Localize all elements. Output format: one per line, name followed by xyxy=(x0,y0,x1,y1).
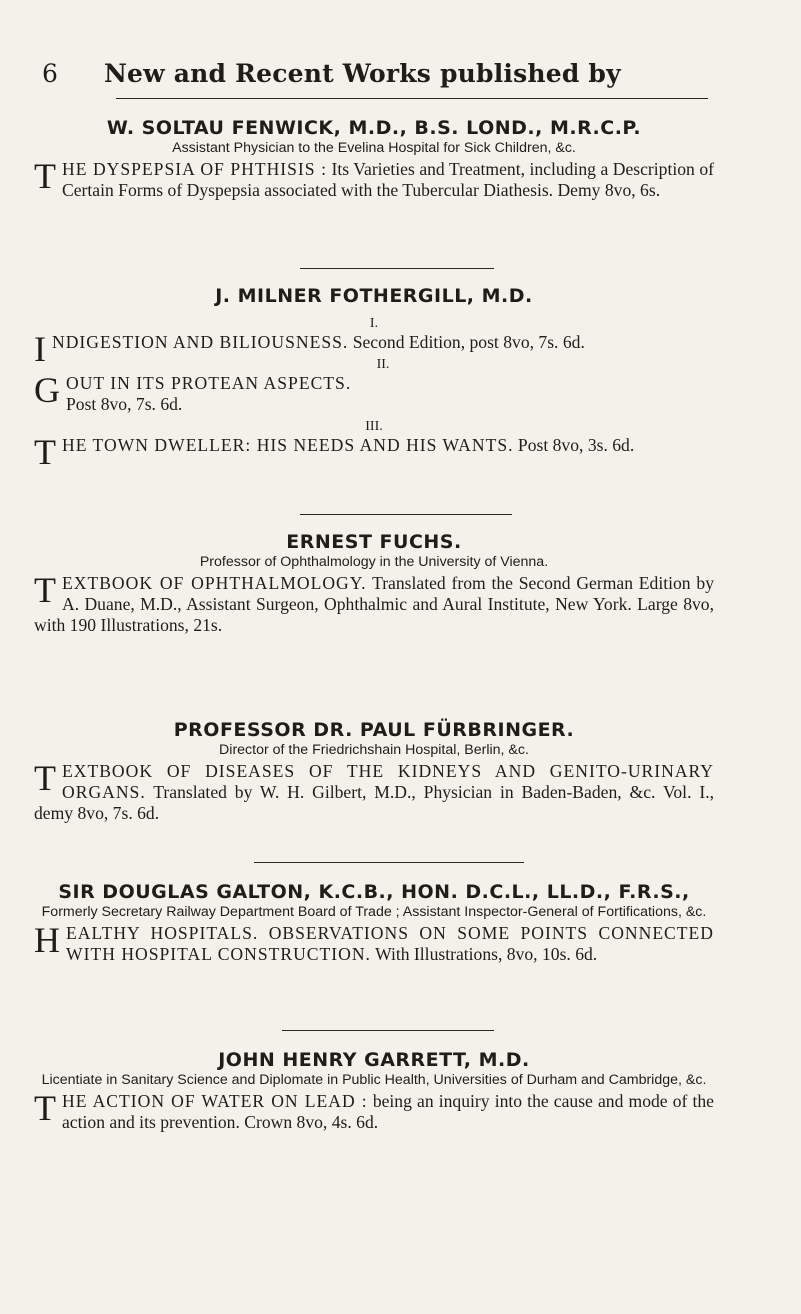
book-title: EXTBOOK OF DISEASES OF THE KIDNEYS AND GENITO-URINARY ORGANS. xyxy=(62,761,714,802)
drop-capital: T xyxy=(34,432,56,472)
page-number: 6 xyxy=(42,59,58,88)
book-description: Translated from the Second German Edition by A. Duane, M.D., Assistant Surgeon, Ophthalmic and Aural Institute, New York. Large 8vo, with 190 Illustrations, 21s. xyxy=(34,573,714,635)
author-affiliation: Professor of Ophthalmology in the University of Vienna. xyxy=(199,554,549,570)
book-entry xyxy=(34,156,715,201)
drop-capital: T xyxy=(34,1088,56,1128)
book-entry xyxy=(34,432,714,472)
author-affiliation: Licentiate in Sanitary Science and Diplomate in Public Health, Universities of Durham and Cambridge, &c. xyxy=(41,1072,707,1088)
book-entry xyxy=(34,920,714,965)
book-description: Translated by W. H. Gilbert, M.D., Physician in Baden-Baden, &c. Vol. I., demy 8vo, 7s. 6d. xyxy=(34,782,714,823)
book-entry xyxy=(34,1088,714,1133)
section-galton xyxy=(34,880,714,965)
drop-capital: T xyxy=(34,156,56,196)
section-furbringer xyxy=(34,718,714,824)
drop-capital: T xyxy=(34,570,56,610)
book-title: NDIGESTION AND BILIOUSNESS. xyxy=(52,332,349,352)
book-description: Second Edition, post 8vo, 7s. 6d. xyxy=(352,332,585,352)
section-fuchs xyxy=(34,530,714,636)
drop-capital: H xyxy=(34,920,60,960)
book-description: being an inquiry into the cause and mode of the action and its prevention. Crown 8vo, 4s. 6d. xyxy=(62,1091,714,1132)
book-description: Post 8vo, 7s. 6d. xyxy=(66,394,183,414)
author-affiliation: Director of the Friedrichshain Hospital, Berlin, &c. xyxy=(219,742,529,758)
running-header xyxy=(38,58,738,90)
section-divider xyxy=(254,862,524,863)
book-description: Post 8vo, 3s. 6d. xyxy=(517,435,635,455)
drop-capital: G xyxy=(34,370,60,410)
entry-numeral: III. xyxy=(365,419,383,434)
header-rule xyxy=(116,98,708,99)
author-name: SIR DOUGLAS GALTON, K.C.B., HON. D.C.L., LL.D., F.R.S., xyxy=(58,881,690,903)
book-title: HE DYSPEPSIA OF PHTHISIS : xyxy=(62,159,327,179)
running-title: New and Recent Works published by xyxy=(104,59,621,88)
book-entry xyxy=(34,370,714,415)
book-title: HE TOWN DWELLER: HIS NEEDS AND HIS WANTS. xyxy=(62,435,514,455)
author-affiliation: Assistant Physician to the Evelina Hospital for Sick Children, &c. xyxy=(172,140,576,156)
section-divider xyxy=(300,514,512,515)
book-title: EALTHY HOSPITALS. OBSERVATIONS ON SOME POINTS CONNECTED WITH HOSPITAL CONSTRUCTION. xyxy=(66,923,714,964)
section-fenwick xyxy=(34,116,714,201)
drop-capital: I xyxy=(34,329,46,369)
book-title: OUT IN ITS PROTEAN ASPECTS. xyxy=(66,373,352,393)
section-garrett xyxy=(34,1048,714,1133)
author-name: PROFESSOR DR. PAUL FÜRBRINGER. xyxy=(173,719,575,741)
author-name: ERNEST FUCHS. xyxy=(286,531,462,553)
book-title: HE ACTION OF WATER ON LEAD : xyxy=(62,1091,368,1111)
book-description: With Illustrations, 8vo, 10s. 6d. xyxy=(375,944,598,964)
author-name: JOHN HENRY GARRETT, M.D. xyxy=(218,1049,530,1071)
entry-numeral: I. xyxy=(369,316,379,331)
author-name: J. MILNER FOTHERGILL, M.D. xyxy=(215,285,533,307)
drop-capital: T xyxy=(34,758,56,798)
author-affiliation: Formerly Secretary Railway Department Board of Trade ; Assistant Inspector-General of Fortifications, &c. xyxy=(41,904,707,920)
section-divider xyxy=(282,1030,494,1031)
book-entry xyxy=(34,570,714,636)
section-divider xyxy=(300,268,494,269)
book-entry xyxy=(34,758,714,824)
entry-numeral: II. xyxy=(376,357,390,372)
author-name: W. SOLTAU FENWICK, M.D., B.S. LOND., M.R.C.P. xyxy=(106,117,642,139)
book-title: EXTBOOK OF OPHTHALMOLOGY. xyxy=(62,573,367,593)
section-fothergill xyxy=(34,284,714,472)
book-description: Its Varieties and Treatment, including a Description of Certain Forms of Dyspepsia associated with the Tubercular Diathesis. Demy 8vo, 6s. xyxy=(62,159,715,200)
